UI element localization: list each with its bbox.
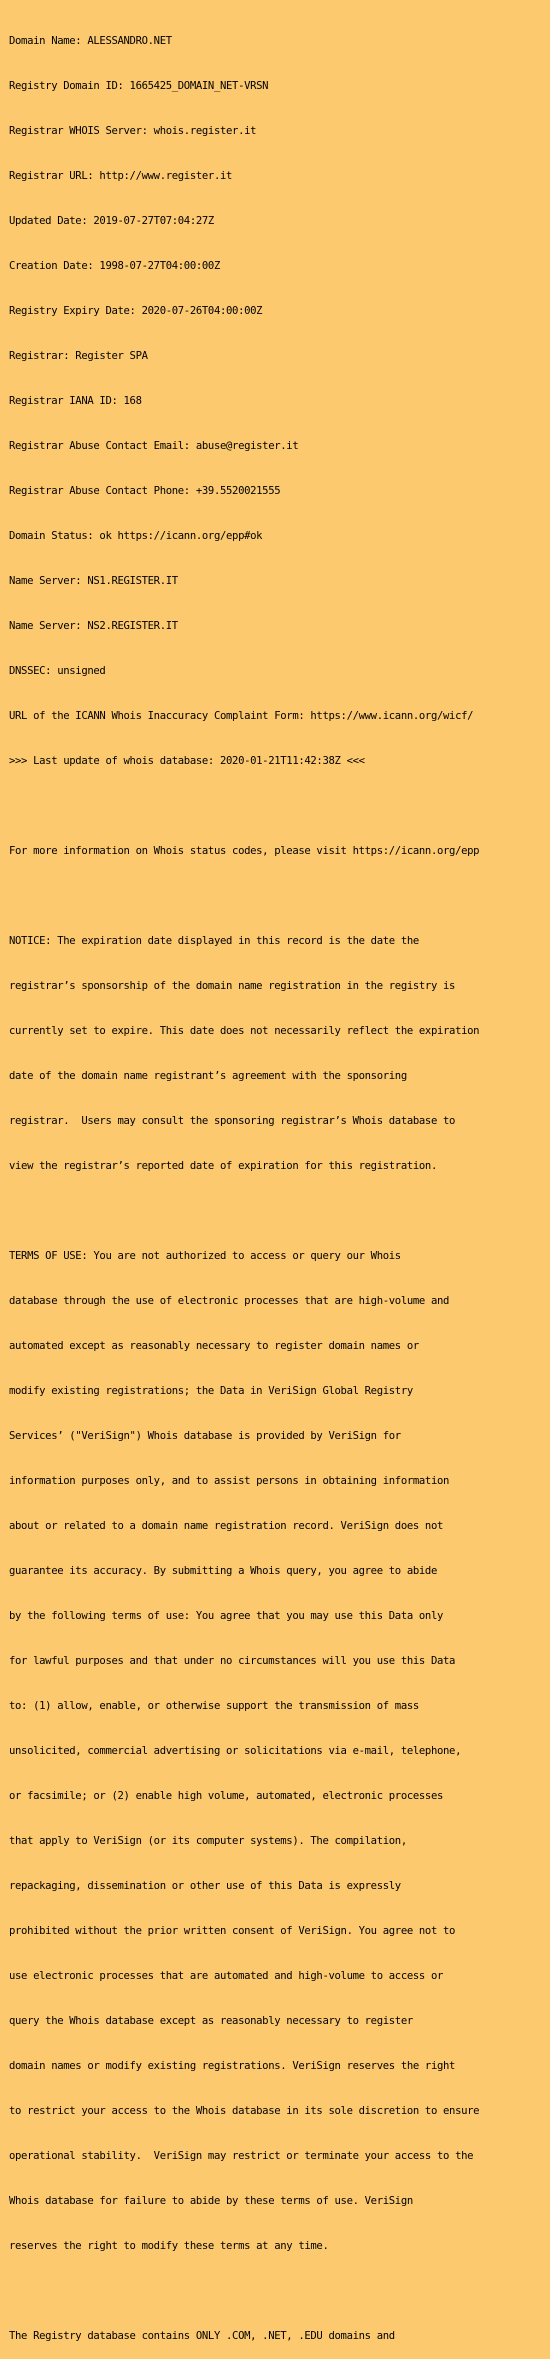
terms-of-use-line: guarantee its accuracy. By submitting a Whois query, you agree to abide <box>9 1565 437 1577</box>
terms-of-use-line: unsolicited, commercial advertising or solicitations via e-mail, telephone, <box>9 1745 462 1757</box>
terms-of-use-line: modify existing registrations; the Data in VeriSign Global Registry <box>9 1385 413 1397</box>
terms-of-use-line: about or related to a domain name registration record. VeriSign does not <box>9 1520 444 1532</box>
registry-database-line: The Registry database contains ONLY .COM, .NET, .EDU domains and <box>9 2330 395 2342</box>
whois-line-registrar-iana-id: Registrar IANA ID: 168 <box>9 395 142 407</box>
whois-line-abuse-email: Registrar Abuse Contact Email: abuse@register.it <box>9 440 299 452</box>
terms-of-use-line: Whois database for failure to abide by these terms of use. VeriSign <box>9 2195 413 2207</box>
terms-of-use-line: domain names or modify existing registrations. VeriSign reserves the right <box>9 2060 456 2072</box>
terms-of-use-line: TERMS OF USE: You are not authorized to access or query our Whois <box>9 1250 401 1262</box>
notice-line: currently set to expire. This date does not necessarily reflect the expiration <box>9 1025 480 1037</box>
whois-line-domain-status: Domain Status: ok https://icann.org/epp#ok <box>9 530 263 542</box>
whois-line-dnssec: DNSSEC: unsigned <box>9 665 106 677</box>
terms-of-use-line: operational stability. VeriSign may restrict or terminate your access to the <box>9 2150 474 2162</box>
terms-of-use-line: to restrict your access to the Whois database in its sole discretion to ensure <box>9 2105 480 2117</box>
terms-of-use-line: reserves the right to modify these terms at any time. <box>9 2240 329 2252</box>
terms-of-use-line: or facsimile; or (2) enable high volume, automated, electronic processes <box>9 1790 444 1802</box>
terms-of-use-line: by the following terms of use: You agree that you may use this Data only <box>9 1610 444 1622</box>
notice-line: registrar’s sponsorship of the domain name registration in the registry is <box>9 980 456 992</box>
terms-of-use-line: Services’ ("VeriSign") Whois database is provided by VeriSign for <box>9 1430 401 1442</box>
notice-line: NOTICE: The expiration date displayed in this record is the date the <box>9 935 419 947</box>
terms-of-use-line: prohibited without the prior written consent of VeriSign. You agree not to <box>9 1925 456 1937</box>
terms-of-use-line: automated except as reasonably necessary to register domain names or <box>9 1340 419 1352</box>
whois-line-name-server-2: Name Server: NS2.REGISTER.IT <box>9 620 178 632</box>
terms-of-use-line: to: (1) allow, enable, or otherwise support the transmission of mass <box>9 1700 419 1712</box>
whois-line-name-server-1: Name Server: NS1.REGISTER.IT <box>9 575 178 587</box>
whois-line-registrar-url: Registrar URL: http://www.register.it <box>9 170 233 182</box>
whois-line-blank <box>9 799 550 814</box>
terms-of-use-line: that apply to VeriSign (or its computer systems). The compilation, <box>9 1835 407 1847</box>
whois-line-registry-domain-id: Registry Domain ID: 1665425_DOMAIN_NET-VRSN <box>9 80 269 92</box>
whois-line-blank <box>9 2284 550 2299</box>
whois-line-icann-complaint-url: URL of the ICANN Whois Inaccuracy Complaint Form: https://www.icann.org/wicf/ <box>9 710 474 722</box>
whois-line-domain-name: Domain Name: ALESSANDRO.NET <box>9 35 172 47</box>
whois-line-blank <box>9 889 550 904</box>
whois-line-registry-expiry-date: Registry Expiry Date: 2020-07-26T04:00:00Z <box>9 305 263 317</box>
whois-line-updated-date: Updated Date: 2019-07-27T07:04:27Z <box>9 215 214 227</box>
notice-line: view the registrar’s reported date of expiration for this registration. <box>9 1160 437 1172</box>
whois-line-abuse-phone: Registrar Abuse Contact Phone: +39.5520021555 <box>9 485 281 497</box>
terms-of-use-line: for lawful purposes and that under no circumstances will you use this Data <box>9 1655 456 1667</box>
whois-line-creation-date: Creation Date: 1998-07-27T04:00:00Z <box>9 260 220 272</box>
notice-line: registrar. Users may consult the sponsoring registrar’s Whois database to <box>9 1115 456 1127</box>
terms-of-use-line: query the Whois database except as reasonably necessary to register <box>9 2015 413 2027</box>
whois-line-registrar-whois-server: Registrar WHOIS Server: whois.register.it <box>9 125 257 137</box>
terms-of-use-line: database through the use of electronic processes that are high-volume and <box>9 1295 450 1307</box>
terms-of-use-line: use electronic processes that are automated and high-volume to access or <box>9 1970 444 1982</box>
notice-line: date of the domain name registrant’s agreement with the sponsoring <box>9 1070 407 1082</box>
whois-line-status-codes-info: For more information on Whois status codes, please visit https://icann.org/epp <box>9 845 480 857</box>
whois-line-registrar: Registrar: Register SPA <box>9 350 148 362</box>
terms-of-use-line: information purposes only, and to assist persons in obtaining information <box>9 1475 450 1487</box>
terms-of-use-line: repackaging, dissemination or other use of this Data is expressly <box>9 1880 401 1892</box>
whois-line-last-update: >>> Last update of whois database: 2020-01-21T11:42:38Z <<< <box>9 755 365 767</box>
whois-line-blank <box>9 1204 550 1219</box>
